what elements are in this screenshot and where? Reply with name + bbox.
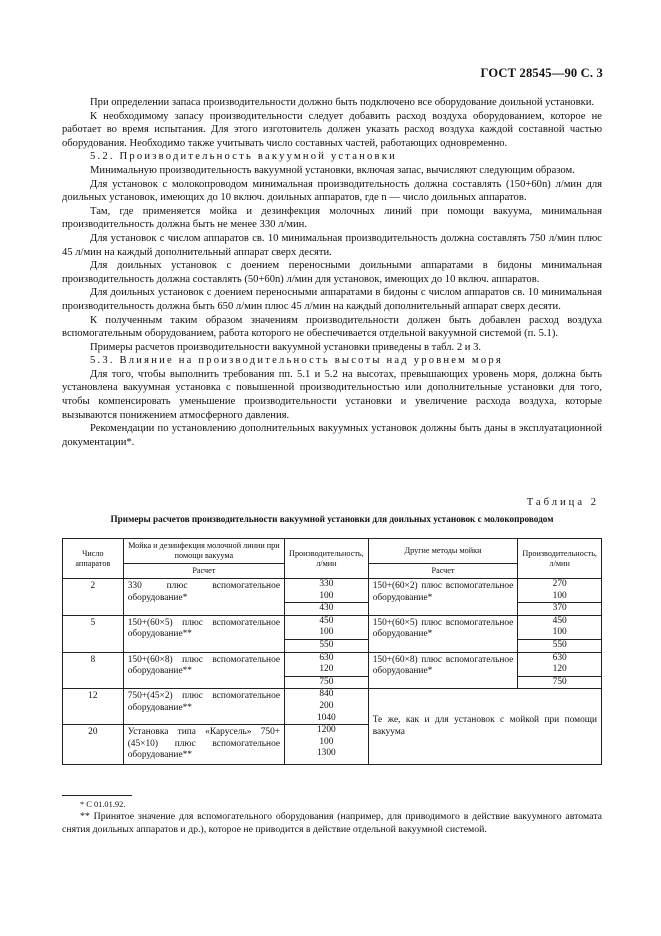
paragraph: Для доильных установок с доением переносными аппаратами в бидоны с числом аппаратов св. 10 минимальная производительность должна быть 650 л/мин плюс 45 л/мин на каждый дополнительный аппарат сверх десяти. [62, 287, 602, 312]
paragraph: Минимальную производительность вакуумной установки, включая запас, вычисляют следующим образом. [90, 164, 575, 176]
header-count: Число аппаратов [63, 539, 124, 579]
value: 270 [552, 579, 567, 589]
footnote: * С 01.01.92. [80, 800, 126, 809]
value: 100 [552, 590, 567, 601]
cell-productivity-2 [518, 615, 602, 652]
total-value: 550 [518, 639, 601, 652]
value: 330 [319, 579, 334, 589]
paragraph: Рекомендации по установлению дополнительных вакуумных установок должны быть даны в эксплуатационной документации*. [62, 423, 602, 448]
footnote-divider [62, 795, 132, 796]
value: 100 [552, 627, 567, 638]
cell-calc-2: 150+(60×8) плюс вспомогательное оборудование* [368, 652, 518, 689]
total-value: 1300 [316, 748, 336, 759]
total-value: 430 [285, 602, 368, 615]
table-label: Таблица 2 [526, 497, 599, 508]
cell-count: 20 [63, 725, 124, 765]
header-wash-group: Мойка и дезинфекция молочной линии при помощи вакуума [123, 539, 284, 564]
section-heading: 5.2. Производительность вакуумной установки [90, 151, 397, 163]
cell-calc-2: 150+(60×5) плюс вспомогательное оборудование* [368, 615, 518, 652]
value: 450 [552, 615, 567, 626]
cell-calc-2: 150+(60×2) плюс вспомогательное оборудование* [368, 579, 518, 616]
cell-calc: 750+(45×2) плюс вспомогательное оборудование** [123, 689, 284, 725]
table-row [63, 579, 602, 616]
total-value: 1040 [316, 712, 336, 723]
section-heading: 5.3. Влияние на производительность высоты над уровнем моря [90, 355, 503, 367]
page-header: ГОСТ 28545—90 С. 3 [480, 66, 603, 80]
footnotes [62, 795, 602, 836]
paragraph: Для установок с молокопроводом минимальная производительность должна составлять (150+60n) л/мин для доильных установок, имеющих до 10 включ. доильных аппаратов, где n — число доильных аппаратов. [62, 178, 602, 204]
total-value: 750 [285, 676, 368, 689]
value: 120 [319, 664, 334, 675]
header-productivity-2: Производительность, л/мин [518, 539, 602, 579]
body-text [62, 96, 602, 449]
cell-calc: 330 плюс вспомогательное оборудование* [123, 579, 284, 616]
cell-productivity [285, 615, 369, 652]
cell-count: 8 [63, 652, 124, 689]
header-productivity: Производительность, л/мин [285, 539, 369, 579]
table-row [63, 652, 602, 689]
header-calc-2: Расчет [368, 564, 518, 579]
cell-calc: 150+(60×5) плюс вспомогательное оборудование** [123, 615, 284, 652]
table-title: Примеры расчетов производительности вакуумной установки для доильных установок с молокопроводом [110, 514, 554, 524]
cell-count: 2 [63, 579, 124, 616]
value: 630 [552, 652, 567, 663]
value: 100 [319, 590, 334, 601]
value: 100 [319, 627, 334, 638]
cell-merged-note: Те же, как и для установок с мойкой при помощи вакуума [368, 689, 601, 765]
cell-productivity-2 [518, 579, 602, 616]
cell-productivity [285, 725, 369, 765]
paragraph: Для того, чтобы выполнить требования пп. 5.1 и 5.2 на высотах, превышающих уровень моря, должна быть установлена вакуумная установка с повышенной производительностью или дополнительные установки для того, чтобы компенсировать уменьшение производительности установки и увеличение расхода воздуха, которые вызываются понижением атмосферного давления. [62, 368, 602, 421]
footnote: ** Принятое значение для вспомогательного оборудования (например, для приводимого в действие вакуумного автомата снятия доильных аппаратов и др.), которое не приводится в действие отдельной вакуумной системой. [62, 811, 602, 835]
paragraph: Для установок с числом аппаратов св. 10 минимальная производительность должна составлять 750 л/мин плюс 45 л/мин на каждый дополнительный аппарат сверх десяти. [62, 232, 602, 258]
value: 840 [319, 689, 334, 700]
table-header-row [63, 539, 602, 564]
cell-productivity [285, 652, 369, 689]
cell-count: 12 [63, 689, 124, 725]
value: 1200 [316, 725, 336, 736]
calculation-table [62, 538, 602, 765]
table-row [63, 615, 602, 652]
table-row [63, 689, 602, 725]
cell-calc: 150+(60×8) плюс вспомогательное оборудование** [123, 652, 284, 689]
header-other-group: Другие методы мойки [368, 539, 518, 564]
cell-productivity [285, 689, 369, 725]
value: 450 [319, 615, 334, 626]
paragraph: Там, где применяется мойка и дезинфекция молочных линий при помощи вакуума, минимальная производительность должна быть не менее 330 л/мин. [62, 205, 602, 231]
value: 120 [552, 664, 567, 675]
cell-count: 5 [63, 615, 124, 652]
total-value: 370 [518, 602, 601, 615]
cell-calc: Установка типа «Карусель» 750+(45×10) плюс вспомогательное оборудование** [123, 725, 284, 765]
paragraph: Для доильных установок с доением переносными доильными аппаратами в бидоны минимальная производительность должна составлять (50+60n) л/мин для установок, имеющих до 10 включ. аппаратов. [62, 260, 602, 285]
total-value: 550 [285, 639, 368, 652]
paragraph: При определении запаса производительности должно быть подключено все оборудование доильной установки. [90, 97, 595, 108]
cell-productivity [285, 579, 369, 616]
value: 200 [319, 700, 334, 711]
paragraph: К необходимому запасу производительности следует добавить расход воздуха оборудованием, которое не работает во время испытания. Для этого изготовитель должен указать расход воздуха каждой составной частью оборудования. Необходимо также учитывать число составных частей, работающих одновременно. [62, 110, 602, 149]
cell-productivity-2 [518, 652, 602, 689]
header-calc: Расчет [123, 564, 284, 579]
paragraph: К полученным таким образом значениям производительности должен быть добавлен расход воздуха вспомогательным оборудованием, работа которого не обеспечивается отдельной вакуумной системой (п. 5.1). [62, 314, 602, 340]
paragraph: Примеры расчетов производительности вакуумной установки приведены в табл. 2 и 3. [90, 341, 482, 353]
total-value: 750 [518, 676, 601, 689]
value: 630 [319, 652, 334, 663]
value: 100 [319, 736, 334, 747]
